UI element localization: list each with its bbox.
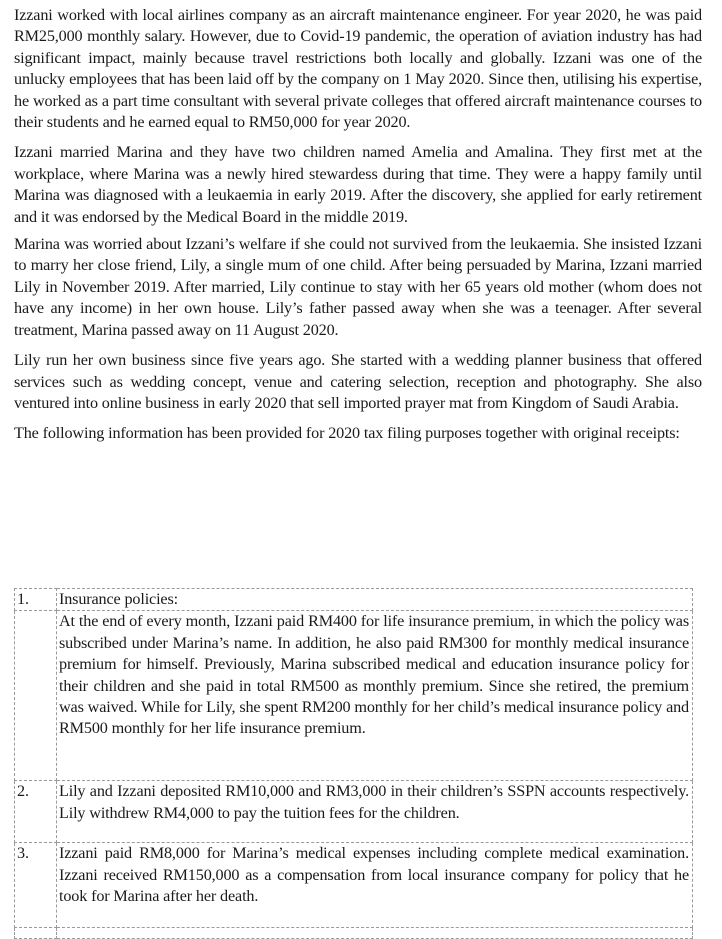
- table-row: [15, 843, 693, 928]
- paragraph-lily-business: Lily run her own business since five years ago. She started with a wedding planner business that offered services such as wedding concept, venue and catering selection, reception and photography. She also ventured into online business in early 2020 that sell imported prayer mat from Kingdom of Saudi Arabia.: [14, 351, 702, 412]
- paragraph-tax-info-intro: The following information has been provided for 2020 tax filing purposes together with original receipts:: [14, 424, 680, 443]
- item-text-sspn: Lily and Izzani deposited RM10,000 and RM3,000 in their children’s SSPN accounts respectively. Lily withdrew RM4,000 to pay the tuition fees for the children.: [57, 781, 693, 843]
- item-text-medical: Izzani paid RM8,000 for Marina’s medical expenses including complete medical examination. Izzani received RM150,000 as a compensation from local insurance company for policy that he took for Marina after her death.: [57, 843, 693, 928]
- paragraph-second-marriage: Marina was worried about Izzani’s welfare if she could not survived from the leukaemia. She insisted Izzani to marry her close friend, Lily, a single mum of one child. After being persuaded by Marina, Izzani married Lily in November 2019. After married, Lily continue to stay with her 65 years old mother (whom does not have any income) in her own house. Lily’s father passed away when she was a teenager. After several treatment, Marina passed away on 11 August 2020.: [14, 235, 702, 339]
- item-number: 2.: [15, 781, 57, 843]
- document-page: [14, 0, 702, 445]
- table-row: [15, 589, 693, 611]
- table-row-cut-off: [15, 928, 693, 939]
- table-row: [15, 611, 693, 781]
- item-text-empty: [57, 928, 693, 939]
- item-number-empty: [15, 611, 57, 781]
- item-number: 1.: [15, 589, 57, 611]
- paragraph-employment: Izzani worked with local airlines company as an aircraft maintenance engineer. For year 2020, he was paid RM25,000 monthly salary. However, due to Covid-19 pandemic, the operation of aviation industry has had significant impact, mainly because travel restrictions both locally and globally. Izzani was one of the unlucky employees that has been laid off by the company on 1 May 2020. Since then, utilising his expertise, he worked as a part time consultant with several private colleges that offered aircraft maintenance courses to their students and he earned equal to RM50,000 for year 2020.: [14, 6, 702, 132]
- item-number: 3.: [15, 843, 57, 928]
- item-number-empty: [15, 928, 57, 939]
- item-heading: Insurance policies:: [57, 589, 693, 611]
- paragraph-marriage: Izzani married Marina and they have two children named Amelia and Amalina. They first met at the workplace, where Marina was a newly hired stewardess during that time. They were a happy family until Marina was diagnosed with a leukaemia in early 2019. After the discovery, she applied for early retirement and it was endorsed by the Medical Board in the middle 2019.: [14, 143, 702, 226]
- item-text-insurance: At the end of every month, Izzani paid RM400 for life insurance premium, in which the policy was subscribed under Marina’s name. In addition, he also paid RM300 for monthly medical insurance premium for himself. Previously, Marina subscribed medical and education insurance policy for their children and she paid in total RM500 as monthly premium. Since she retired, the premium was waived. While for Lily, she spent RM200 monthly for her child’s medical insurance policy and RM500 monthly for her life insurance premium.: [57, 611, 693, 781]
- tax-information-table: [14, 588, 693, 939]
- table-row: [15, 781, 693, 843]
